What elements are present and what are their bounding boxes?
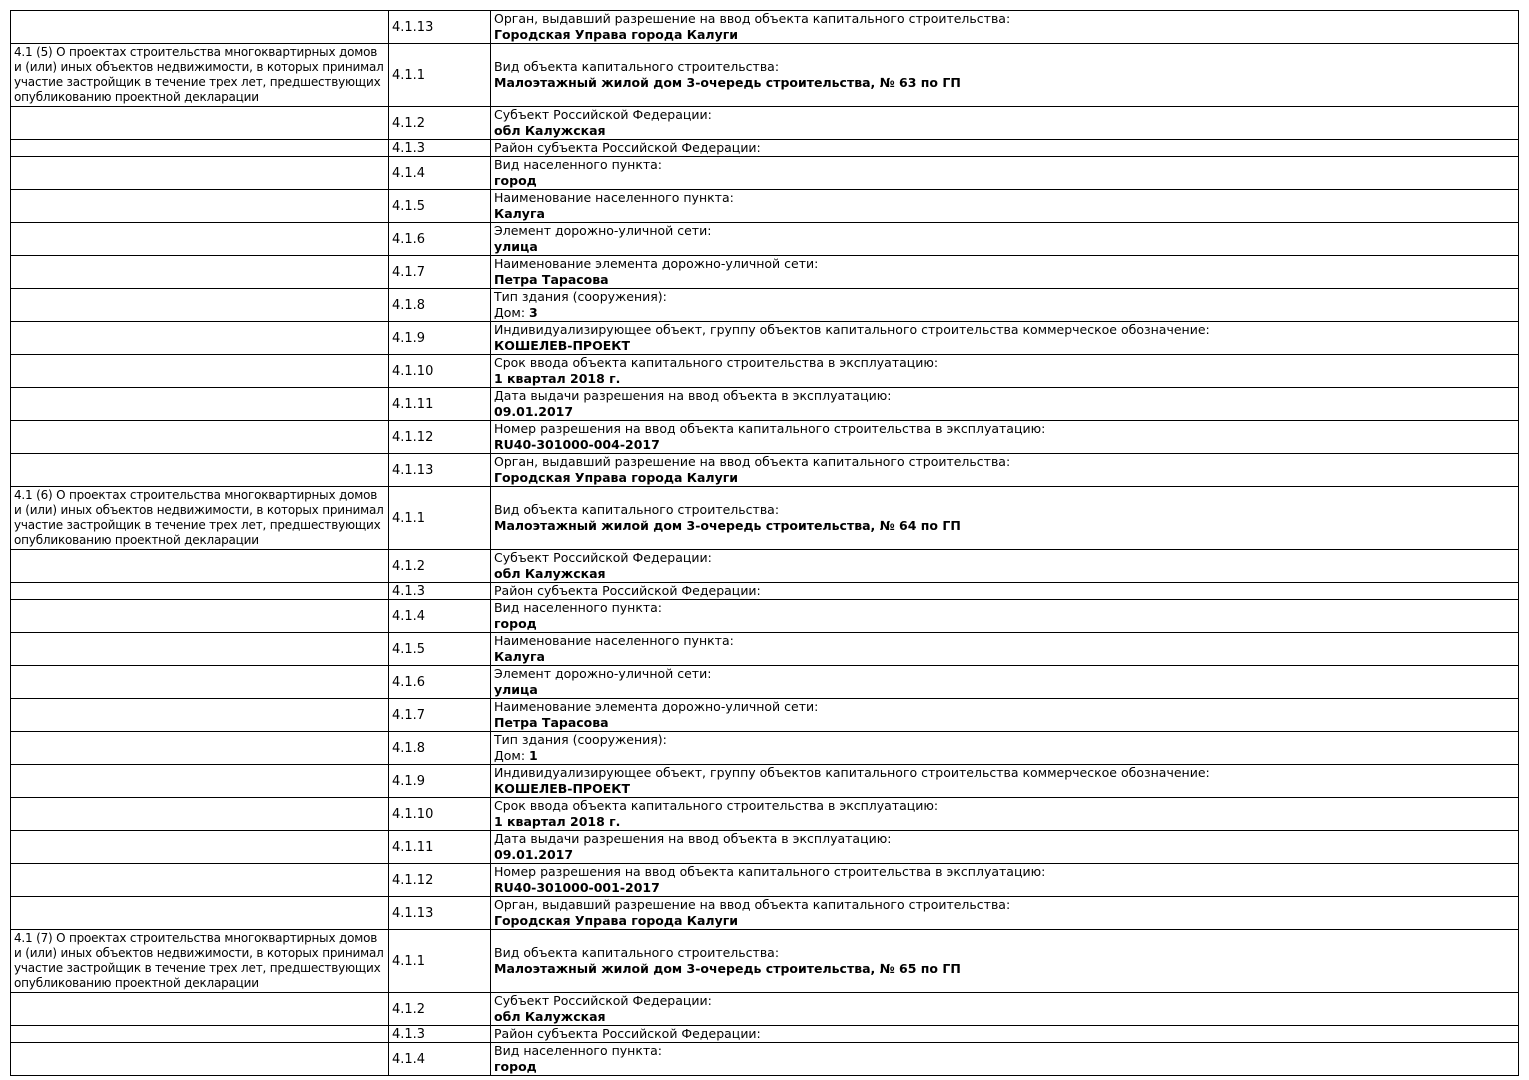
field-label: Номер разрешения на ввод объекта капитального строительства в эксплуатацию: (494, 864, 1046, 879)
section-text: 4.1 (6) О проектах строительства многоквартирных домов и (или) иных объектов недвижимости, в которых принимал участие застройщик в течение трех лет, предшествующих опубликованию проектной декларации (14, 488, 384, 547)
section-cell (11, 140, 389, 157)
table-row (11, 256, 1519, 289)
field-value-line (494, 1059, 1515, 1075)
field-cell (491, 190, 1519, 223)
field-value: город (494, 173, 537, 188)
section-cell (11, 421, 389, 454)
field-value: RU40-301000-001-2017 (494, 880, 660, 895)
code-cell: 4.1.8 (389, 732, 491, 765)
declaration-table (10, 10, 1519, 1076)
field-value-line (494, 847, 1515, 863)
section-cell (11, 583, 389, 600)
field-value-line (494, 371, 1515, 387)
field-value-line (494, 518, 1515, 534)
table-row (11, 140, 1519, 157)
table-row (11, 897, 1519, 930)
section-cell (11, 550, 389, 583)
field-cell (491, 289, 1519, 322)
field-label: Орган, выдавший разрешение на ввод объекта капитального строительства: (494, 454, 1011, 469)
field-value: улица (494, 239, 538, 254)
code-cell: 4.1.12 (389, 864, 491, 897)
field-value: обл Калужская (494, 123, 606, 138)
table-row (11, 190, 1519, 223)
field-label: Наименование элемента дорожно-уличной сети: (494, 256, 819, 271)
code-cell: 4.1.7 (389, 699, 491, 732)
section-cell (11, 388, 389, 421)
field-cell (491, 157, 1519, 190)
field-label: Дата выдачи разрешения на ввод объекта в эксплуатацию: (494, 831, 892, 846)
section-cell (11, 993, 389, 1026)
section-cell (11, 765, 389, 798)
table-row (11, 322, 1519, 355)
section-text: 4.1 (7) О проектах строительства многоквартирных домов и (или) иных объектов недвижимости, в которых принимал участие застройщик в течение трех лет, предшествующих опубликованию проектной декларации (14, 931, 384, 990)
field-value-line (494, 272, 1515, 288)
field-value: 09.01.2017 (494, 847, 574, 862)
section-cell (11, 633, 389, 666)
code-cell: 4.1.1 (389, 930, 491, 993)
code-cell: 4.1.7 (389, 256, 491, 289)
field-value: КОШЕЛЕВ-ПРОЕКТ (494, 338, 630, 353)
table-row (11, 1026, 1519, 1043)
table-row (11, 765, 1519, 798)
field-label: Элемент дорожно-уличной сети: (494, 666, 712, 681)
field-label: Субъект Российской Федерации: (494, 993, 712, 1008)
section-cell (11, 864, 389, 897)
field-value-line (494, 305, 1515, 321)
field-label: Субъект Российской Федерации: (494, 550, 712, 565)
table-row (11, 11, 1519, 44)
field-cell (491, 256, 1519, 289)
field-value-line (494, 566, 1515, 582)
section-cell (11, 831, 389, 864)
code-cell: 4.1.11 (389, 388, 491, 421)
code-cell: 4.1.5 (389, 190, 491, 223)
table-row (11, 633, 1519, 666)
field-value: Петра Тарасова (494, 715, 609, 730)
code-cell: 4.1.4 (389, 600, 491, 633)
table-row (11, 157, 1519, 190)
field-value-line (494, 814, 1515, 830)
table-row (11, 107, 1519, 140)
field-label: Тип здания (сооружения): (494, 732, 667, 747)
code-cell: 4.1.9 (389, 322, 491, 355)
field-value: Городская Управа города Калуги (494, 470, 739, 485)
section-cell (11, 1043, 389, 1076)
section-cell (11, 666, 389, 699)
field-cell (491, 140, 1519, 157)
code-cell: 4.1.10 (389, 798, 491, 831)
field-label: Вид объекта капитального строительства: (494, 945, 780, 960)
field-value: Калуга (494, 649, 545, 664)
code-cell: 4.1.3 (389, 1026, 491, 1043)
field-value: 1 квартал 2018 г. (494, 371, 621, 386)
field-label: Индивидуализирующее объект, группу объектов капитального строительства коммерческое обозначение: (494, 765, 1210, 780)
field-label: Вид объекта капитального строительства: (494, 502, 780, 517)
field-value-line (494, 961, 1515, 977)
field-value-line (494, 715, 1515, 731)
field-cell (491, 487, 1519, 550)
table-row (11, 864, 1519, 897)
field-label: Вид объекта капитального строительства: (494, 59, 780, 74)
field-value: Малоэтажный жилой дом 3-очередь строительства, № 64 по ГП (494, 518, 961, 533)
table-row (11, 44, 1519, 107)
field-value: 1 (529, 748, 538, 763)
section-cell (11, 44, 389, 107)
code-cell: 4.1.2 (389, 107, 491, 140)
field-cell (491, 699, 1519, 732)
field-cell (491, 666, 1519, 699)
section-cell (11, 322, 389, 355)
field-value-line (494, 682, 1515, 698)
table-row (11, 666, 1519, 699)
field-label: Тип здания (сооружения): (494, 289, 667, 304)
field-value: КОШЕЛЕВ-ПРОЕКТ (494, 781, 630, 796)
field-label: Наименование элемента дорожно-уличной сети: (494, 699, 819, 714)
field-cell (491, 223, 1519, 256)
field-value: 1 квартал 2018 г. (494, 814, 621, 829)
table-row (11, 993, 1519, 1026)
section-cell (11, 157, 389, 190)
field-cell (491, 1026, 1519, 1043)
section-cell (11, 355, 389, 388)
field-label: Срок ввода объекта капитального строительства в эксплуатацию: (494, 355, 939, 370)
field-label: Район субъекта Российской Федерации: (494, 140, 761, 155)
section-cell (11, 487, 389, 550)
field-label: Наименование населенного пункта: (494, 633, 734, 648)
code-cell: 4.1.9 (389, 765, 491, 798)
section-text: 4.1 (5) О проектах строительства многоквартирных домов и (или) иных объектов недвижимости, в которых принимал участие застройщик в течение трех лет, предшествующих опубликованию проектной декларации (14, 45, 384, 104)
field-cell (491, 1043, 1519, 1076)
field-value-line (494, 173, 1515, 189)
code-cell: 4.1.5 (389, 633, 491, 666)
field-cell (491, 930, 1519, 993)
field-label: Орган, выдавший разрешение на ввод объекта капитального строительства: (494, 897, 1011, 912)
field-value: Малоэтажный жилой дом 3-очередь строительства, № 65 по ГП (494, 961, 961, 976)
field-label: Элемент дорожно-уличной сети: (494, 223, 712, 238)
field-value: Городская Управа города Калуги (494, 27, 739, 42)
field-value-line (494, 748, 1515, 764)
field-cell (491, 107, 1519, 140)
section-cell (11, 798, 389, 831)
section-cell (11, 1026, 389, 1043)
field-value-prefix: Дом: (494, 305, 530, 320)
section-cell (11, 107, 389, 140)
field-label: Район субъекта Российской Федерации: (494, 583, 761, 598)
table-row (11, 831, 1519, 864)
table-row (11, 421, 1519, 454)
field-label: Вид населенного пункта: (494, 1043, 663, 1058)
code-cell: 4.1.1 (389, 487, 491, 550)
table-row (11, 550, 1519, 583)
field-label: Наименование населенного пункта: (494, 190, 734, 205)
field-label: Орган, выдавший разрешение на ввод объекта капитального строительства: (494, 11, 1011, 26)
field-value: город (494, 616, 537, 631)
field-cell (491, 798, 1519, 831)
section-cell (11, 732, 389, 765)
table-row (11, 289, 1519, 322)
code-cell: 4.1.10 (389, 355, 491, 388)
table-body (11, 11, 1519, 1076)
code-cell: 4.1.11 (389, 831, 491, 864)
field-cell (491, 454, 1519, 487)
code-cell: 4.1.2 (389, 993, 491, 1026)
code-cell: 4.1.13 (389, 11, 491, 44)
field-value: Петра Тарасова (494, 272, 609, 287)
field-cell (491, 864, 1519, 897)
field-cell (491, 44, 1519, 107)
section-cell (11, 190, 389, 223)
table-row (11, 355, 1519, 388)
table-row (11, 454, 1519, 487)
field-value: обл Калужская (494, 566, 606, 581)
section-cell (11, 897, 389, 930)
field-value-line (494, 404, 1515, 420)
code-cell: 4.1.2 (389, 550, 491, 583)
field-value-line (494, 437, 1515, 453)
field-cell (491, 388, 1519, 421)
section-cell (11, 600, 389, 633)
field-label: Район субъекта Российской Федерации: (494, 1026, 761, 1041)
table-row (11, 732, 1519, 765)
table-row (11, 388, 1519, 421)
code-cell: 4.1.3 (389, 140, 491, 157)
code-cell: 4.1.13 (389, 454, 491, 487)
section-cell (11, 699, 389, 732)
field-value-line (494, 616, 1515, 632)
field-value-line (494, 206, 1515, 222)
code-cell: 4.1.12 (389, 421, 491, 454)
field-label: Вид населенного пункта: (494, 600, 663, 615)
table-row (11, 930, 1519, 993)
table-row (11, 487, 1519, 550)
field-cell (491, 583, 1519, 600)
code-cell: 4.1.8 (389, 289, 491, 322)
field-cell (491, 765, 1519, 798)
field-value-line (494, 27, 1515, 43)
field-cell (491, 993, 1519, 1026)
field-value-prefix: Дом: (494, 748, 530, 763)
field-value: Калуга (494, 206, 545, 221)
field-label: Дата выдачи разрешения на ввод объекта в эксплуатацию: (494, 388, 892, 403)
section-cell (11, 223, 389, 256)
field-cell (491, 732, 1519, 765)
field-cell (491, 11, 1519, 44)
field-value-line (494, 1009, 1515, 1025)
code-cell: 4.1.6 (389, 223, 491, 256)
code-cell: 4.1.4 (389, 1043, 491, 1076)
field-value: RU40-301000-004-2017 (494, 437, 660, 452)
field-cell (491, 633, 1519, 666)
section-cell (11, 256, 389, 289)
code-cell: 4.1.3 (389, 583, 491, 600)
code-cell: 4.1.13 (389, 897, 491, 930)
field-value-line (494, 781, 1515, 797)
field-value-line (494, 75, 1515, 91)
section-cell (11, 11, 389, 44)
field-label: Номер разрешения на ввод объекта капитального строительства в эксплуатацию: (494, 421, 1046, 436)
code-cell: 4.1.4 (389, 157, 491, 190)
code-cell: 4.1.1 (389, 44, 491, 107)
field-value: обл Калужская (494, 1009, 606, 1024)
field-cell (491, 550, 1519, 583)
field-value-line (494, 239, 1515, 255)
field-value-line (494, 338, 1515, 354)
table-row (11, 798, 1519, 831)
table-row (11, 223, 1519, 256)
field-cell (491, 600, 1519, 633)
field-cell (491, 355, 1519, 388)
field-label: Субъект Российской Федерации: (494, 107, 712, 122)
section-cell (11, 930, 389, 993)
field-value-line (494, 880, 1515, 896)
field-label: Индивидуализирующее объект, группу объектов капитального строительства коммерческое обозначение: (494, 322, 1210, 337)
field-value: 09.01.2017 (494, 404, 574, 419)
field-value: улица (494, 682, 538, 697)
table-row (11, 699, 1519, 732)
field-value-line (494, 123, 1515, 139)
field-value-line (494, 913, 1515, 929)
field-value: город (494, 1059, 537, 1074)
section-cell (11, 289, 389, 322)
field-cell (491, 322, 1519, 355)
field-value: Городская Управа города Калуги (494, 913, 739, 928)
field-value: Малоэтажный жилой дом 3-очередь строительства, № 63 по ГП (494, 75, 961, 90)
field-label: Вид населенного пункта: (494, 157, 663, 172)
table-row (11, 600, 1519, 633)
field-value-line (494, 470, 1515, 486)
table-row (11, 1043, 1519, 1076)
field-label: Срок ввода объекта капитального строительства в эксплуатацию: (494, 798, 939, 813)
field-value-line (494, 649, 1515, 665)
section-cell (11, 454, 389, 487)
code-cell: 4.1.6 (389, 666, 491, 699)
table-row (11, 583, 1519, 600)
field-value: 3 (529, 305, 538, 320)
field-cell (491, 421, 1519, 454)
field-cell (491, 831, 1519, 864)
field-cell (491, 897, 1519, 930)
